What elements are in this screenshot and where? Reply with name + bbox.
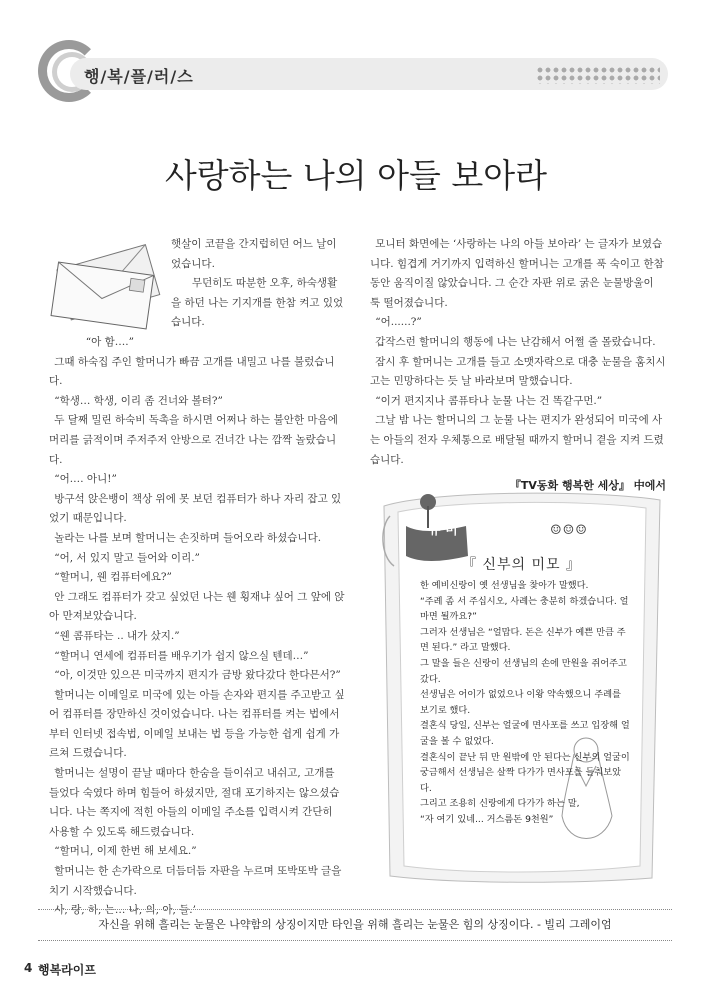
paragraph: 무던히도 따분한 오후, 하숙생활을 하던 나는 기지개를 한참 켜고 있었습니다. [171, 277, 344, 329]
article-right-column [370, 235, 666, 493]
humor-line: 결혼식이 끝난 뒤 만 원밖에 안 된다는 신부의 얼굴이 궁금해서 선생님은 살짝 다가가 면사포를 들춰보았다. [420, 751, 630, 794]
paragraph: “어, 서 있지 말고 들어와 이리.” [54, 551, 200, 564]
paragraph: “할머니, 웬 컴퓨터에요?” [54, 571, 172, 584]
humor-line: 그리고 조용히 신랑에게 다가가 하는 말, [420, 798, 580, 810]
paragraph: 방구석 앉은뱅이 책상 위에 못 보던 컴퓨터가 하나 자리 잡고 있었기 때문입니다. [49, 492, 342, 525]
section-label: 행/복/플/러/스 [84, 67, 194, 86]
paragraph: “웬 콤퓨타는 .. 내가 샀지.” [54, 629, 180, 642]
header-dot-pattern [536, 66, 660, 84]
paragraph: 사, 랑, 하, 는… 나, 의, 아, 들.’ [54, 904, 196, 917]
paragraph: “학생… 학생, 이리 좀 건너와 볼텨?” [54, 394, 223, 407]
footer-quote: 자신을 위해 흘리는 눈물은 나약함의 상징이지만 타인을 위해 흘리는 눈물은 힘의 상징이다. - 빌리 그레이엄 [38, 909, 672, 941]
paragraph: “아, 이것만 있으믄 미국까지 편지가 금방 왔다갔다 한다믄서?” [54, 669, 341, 682]
envelope-icon [43, 235, 169, 333]
article-left-column [49, 235, 345, 921]
paragraph: 그때 하숙집 주인 할머니가 빠끔 고개를 내밀고 나를 불렀습니다. [49, 355, 335, 388]
humor-box [376, 486, 668, 886]
paragraph: 그날 밤 나는 할머니의 그 눈물 나는 편지가 완성되어 미국에 사는 아들의 전자 우체통으로 배달될 때까지 할머니 곁을 지켜 드렸습니다. [370, 414, 664, 466]
paragraph: 할머니는 설명이 끝날 때마다 한숨을 들이쉬고 내쉬고, 고개를 들었다 숙였다 하며 힘들어 하셨지만, 절대 포기하지는 않으셨습니다. 나는 쪽지에 적힌 아들의 이메일 주소를 입력시켜 간단히 사용할 수 있도록 해드렸습니다. [49, 767, 340, 838]
paragraph: “어......?” [375, 316, 422, 329]
paragraph: 할머니는 한 손가락으로 더듬더듬 자판을 누르며 또박또박 글을 치기 시작했습니다. [49, 865, 342, 897]
magazine-name: 행복라이프 [38, 963, 96, 977]
humor-line: “자 여기 있네... 거스름돈 9천원” [420, 813, 554, 825]
paragraph: “어.… 아니!” [54, 473, 117, 486]
humor-line: “주례 좀 서 주십시오, 사례는 충분히 하겠습니다. 얼마면 될까요?” [420, 595, 629, 623]
paragraph: 갑작스런 할머니의 행동에 나는 난감해서 어쩔 줄 몰랐습니다. [375, 335, 656, 348]
paragraph: 햇살이 코끝을 간지럽히던 어느 날이었습니다. [171, 238, 337, 270]
paragraph: 할머니는 이메일로 미국에 있는 아들 손자와 편지를 주고받고 싶어 컴퓨터를 장만하신 것이었습니다. 나는 컴퓨터를 켜는 법에서부터 인터넷 접속법, 이메일 보내는 법 등을 가능한 쉽게 쉽게 가르쳐 드렸습니다. [49, 688, 345, 760]
paragraph: 모니터 화면에는 ‘사랑하는 나의 아들 보아라’ 는 글자가 보였습니다. 힘겹게 거기까지 입력하신 할머니는 고개를 푹 숙이고 한참동안 움직이질 않았습니다. 그 순간 자판 위로 굵은 눈물방울이 툭 떨어졌습니다. [370, 238, 664, 309]
paragraph: “할머니, 이제 한번 해 보세요.” [54, 845, 197, 858]
page-number: 4 [24, 961, 33, 975]
humor-text [420, 578, 630, 828]
humor-line: 한 예비신랑이 옛 선생님을 찾아가 말했다. [420, 580, 589, 591]
envelope-illustration [43, 235, 169, 333]
paragraph: “이거 편지지나 콤퓨타나 눈물 나는 건 똑같구먼.” [375, 394, 603, 407]
humor-tab-label: 유 머 [428, 523, 458, 538]
paragraph: 안 그래도 컴퓨터가 갖고 싶었던 나는 웬 횡재냐 싶어 그 앞에 앉아 만져보았습니다. [49, 590, 345, 623]
article-title: 사랑하는 나의 아들 보아라 [164, 156, 548, 195]
paragraph: 잠시 후 할머니는 고개를 들고 소맷자락으로 대충 눈물을 훔치시고는 민망하다는 듯 날 바라보며 말했습니다. [370, 355, 666, 388]
paragraph: 두 달째 밀린 하숙비 독촉을 하시면 어쩌나 하는 불안한 마음에 머리를 긁적이며 주저주저 안방으로 건너간 나는 깜짝 놀랐습니다. [49, 414, 338, 466]
humor-line: 그러자 선생님은 “얼맙다. 돈은 신부가 예쁜 만큼 주면 된다.” 라고 말했다. [420, 626, 626, 654]
article-source: 『TV동화 행복한 세상』 中에서 [509, 479, 666, 493]
smiley-icons: ☺☺☺ [550, 523, 588, 538]
paragraph: “아 함….” [85, 336, 134, 348]
humor-line: 선생님은 어이가 없었으나 이왕 약속했으니 주례를 보기로 했다. [420, 689, 621, 716]
humor-line: 그 말을 들은 신랑이 선생님의 손에 만원을 쥐어주고 갔다. [420, 657, 627, 685]
humor-title: 『 신부의 미모 』 [462, 557, 581, 573]
humor-line: 결혼식 당일, 신부는 얼굴에 면사포를 쓰고 입장해 얼굴을 볼 수 없었다. [420, 720, 630, 747]
paragraph: “할머니 연세에 컴퓨터를 배우기가 쉽지 않으실 텐데…” [54, 649, 309, 662]
paragraph: 놀라는 나를 보며 할머니는 손짓하며 들어오라 하셨습니다. [54, 531, 322, 544]
